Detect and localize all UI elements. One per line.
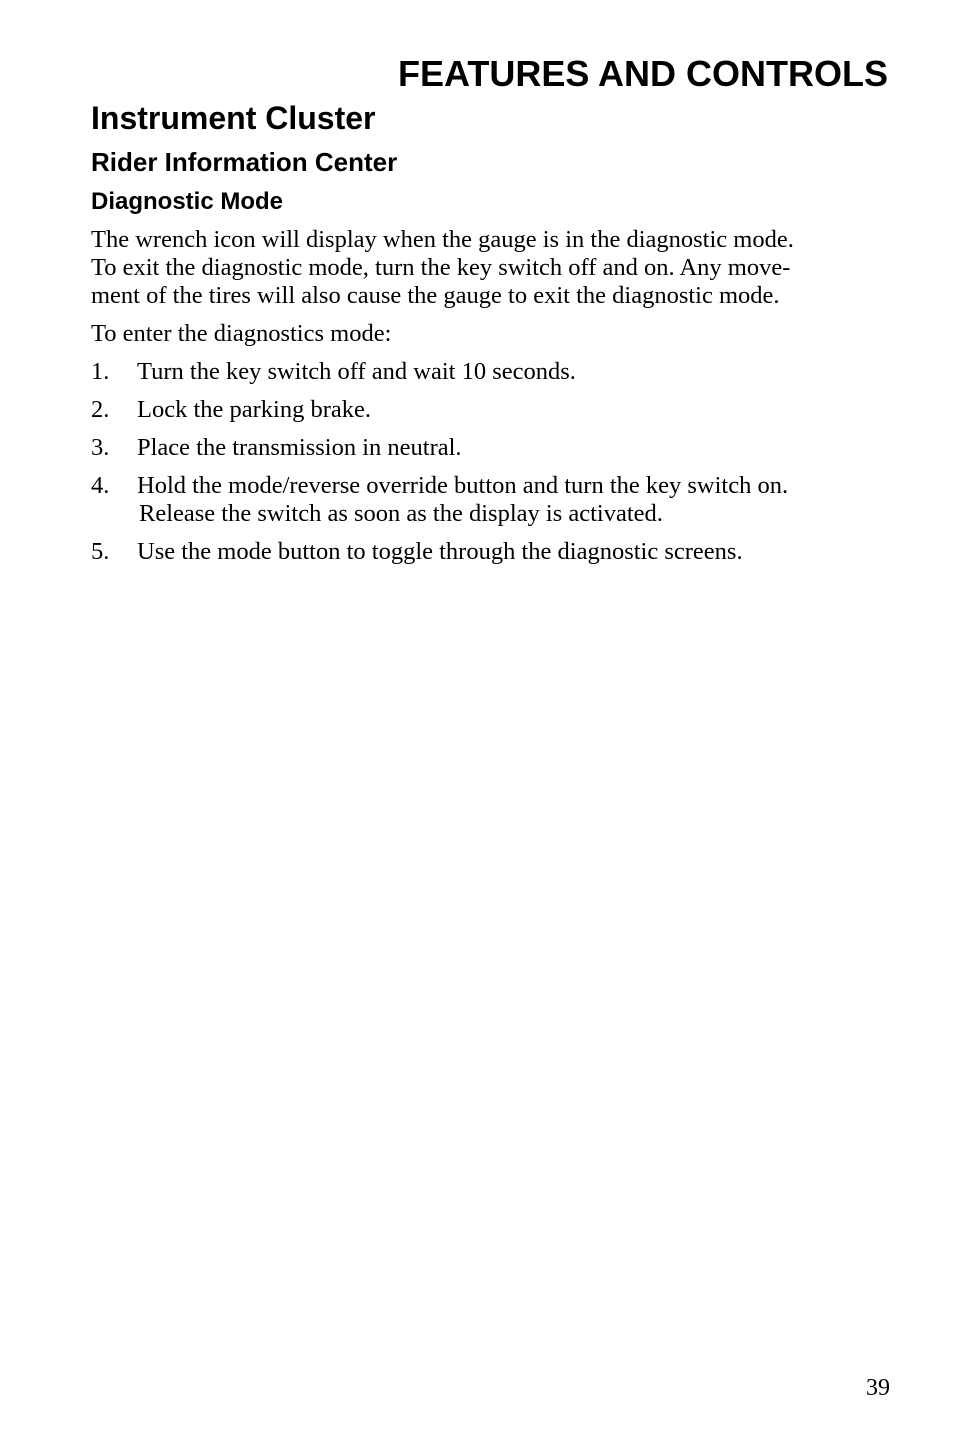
page-content	[91, 96, 891, 576]
step-text: Lock the parking brake.	[137, 396, 372, 423]
step-number: 5.	[91, 538, 110, 565]
list-item	[91, 538, 891, 566]
step-text: Use the mode button to toggle through the diagnostic screens.	[137, 538, 743, 565]
step-number: 4.	[91, 472, 110, 499]
section-title: FEATURES AND CONTROLS	[398, 53, 888, 94]
list-item	[91, 358, 891, 386]
heading-rider-information-center: Rider Information Center	[91, 147, 398, 177]
step-number: 2.	[91, 396, 110, 423]
steps-intro: To enter the diagnostics mode:	[91, 320, 392, 347]
heading-diagnostic-mode: Diagnostic Mode	[91, 188, 284, 215]
step-text: Hold the mode/reverse override button and turn the key switch on.	[137, 472, 789, 499]
list-item	[91, 472, 891, 528]
list-item	[91, 396, 891, 424]
step-text: Place the transmission in neutral.	[137, 434, 462, 461]
steps-list	[91, 358, 891, 566]
paragraph-line: To exit the diagnostic mode, turn the key switch off and on. Any move-	[91, 254, 791, 281]
paragraph-line: ment of the tires will also cause the gauge to exit the diagnostic mode.	[91, 282, 780, 309]
diagnostic-mode-paragraph	[91, 226, 891, 310]
list-item	[91, 434, 891, 462]
step-number: 1.	[91, 358, 110, 385]
step-text: Turn the key switch off and wait 10 seconds.	[137, 358, 576, 385]
page-number: 39	[866, 1375, 890, 1401]
paragraph-line: The wrench icon will display when the gauge is in the diagnostic mode.	[91, 226, 794, 253]
heading-instrument-cluster: Instrument Cluster	[91, 100, 376, 136]
step-text-continuation: Release the switch as soon as the display is activated.	[139, 500, 663, 527]
step-number: 3.	[91, 434, 110, 461]
